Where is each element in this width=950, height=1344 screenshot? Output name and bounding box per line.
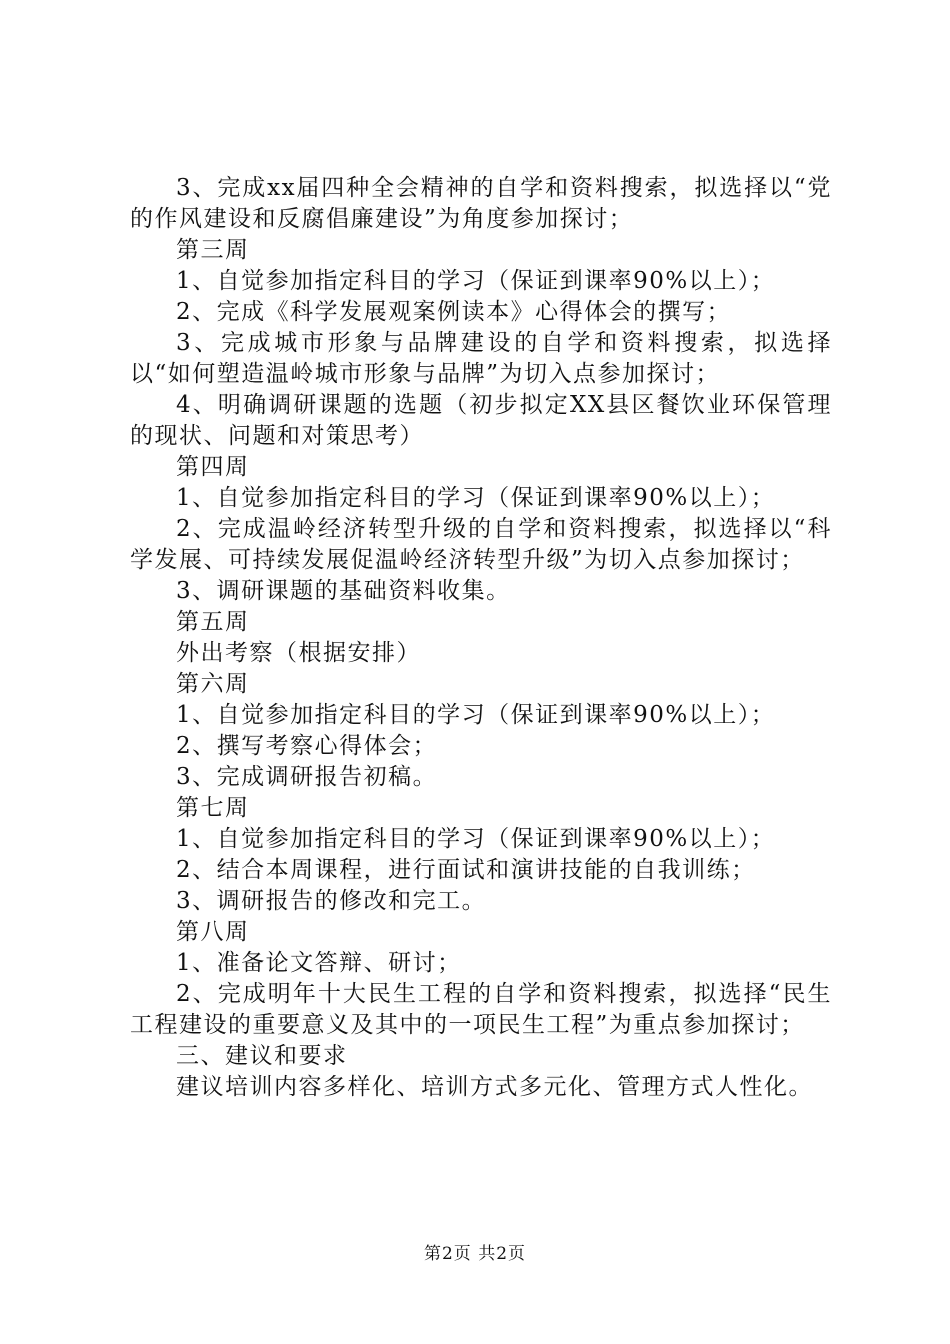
paragraph-week7-item1: 1、自觉参加指定科目的学习（保证到课率90%以上）； <box>176 826 776 852</box>
heading-week-5: 第五周 <box>176 609 250 635</box>
paragraph-week7-item3: 3、调研报告的修改和完工。 <box>176 888 487 914</box>
paragraph-week6-item3: 3、完成调研报告初稿。 <box>176 764 438 790</box>
paragraph-week8-item2: 2、完成明年十大民生工程的自学和资料搜索，拟选择“民生工程建设的重要意义及其中的一项民生工程”为重点参加探讨； <box>130 981 832 1038</box>
paragraph-week7-item2: 2、结合本周课程，进行面试和演讲技能的自我训练； <box>176 857 756 883</box>
paragraph-week4-item1: 1、自觉参加指定科目的学习（保证到课率90%以上）； <box>176 485 776 511</box>
paragraph-week3-item1: 1、自觉参加指定科目的学习（保证到课率90%以上）； <box>176 268 776 294</box>
heading-week-3: 第三周 <box>176 237 250 263</box>
document-body <box>130 173 832 1103</box>
page-footer: 第2页 共2页 <box>423 1244 527 1264</box>
paragraph-week4-item3: 3、调研课题的基础资料收集。 <box>176 578 511 604</box>
paragraph-item3-party-style: 3、完成xx届四种全会精神的自学和资料搜索，拟选择以“党的作风建设和反腐倡廉建设”为角度参加探讨； <box>130 175 832 232</box>
paragraph-week3-item3: 3、完成城市形象与品牌建设的自学和资料搜索，拟选择以“如何塑造温岭城市形象与品牌”为切入点参加探讨； <box>130 330 832 387</box>
paragraph-week5-item1: 外出考察（根据安排） <box>176 640 421 666</box>
paragraph-week4-item2: 2、完成温岭经济转型升级的自学和资料搜索，拟选择以“科学发展、可持续发展促温岭经济转型升级”为切入点参加探讨； <box>130 516 832 573</box>
heading-suggestions: 三、建议和要求 <box>176 1043 348 1069</box>
heading-week-8: 第八周 <box>176 919 250 945</box>
paragraph-week8-item1: 1、准备论文答辩、研讨； <box>176 950 462 976</box>
paragraph-week6-item2: 2、撰写考察心得体会； <box>176 733 438 759</box>
paragraph-week3-item2: 2、完成《科学发展观案例读本》心得体会的撰写； <box>176 299 732 325</box>
paragraph-week3-item4: 4、明确调研课题的选题（初步拟定XX县区餐饮业环保管理的现状、问题和对策思考） <box>130 392 832 449</box>
paragraph-week6-item1: 1、自觉参加指定科目的学习（保证到课率90%以上）； <box>176 702 776 728</box>
heading-week-4: 第四周 <box>176 454 250 480</box>
heading-week-7: 第七周 <box>176 795 250 821</box>
heading-week-6: 第六周 <box>176 671 250 697</box>
paragraph-suggestions: 建议培训内容多样化、培训方式多元化、管理方式人性化。 <box>176 1074 813 1100</box>
